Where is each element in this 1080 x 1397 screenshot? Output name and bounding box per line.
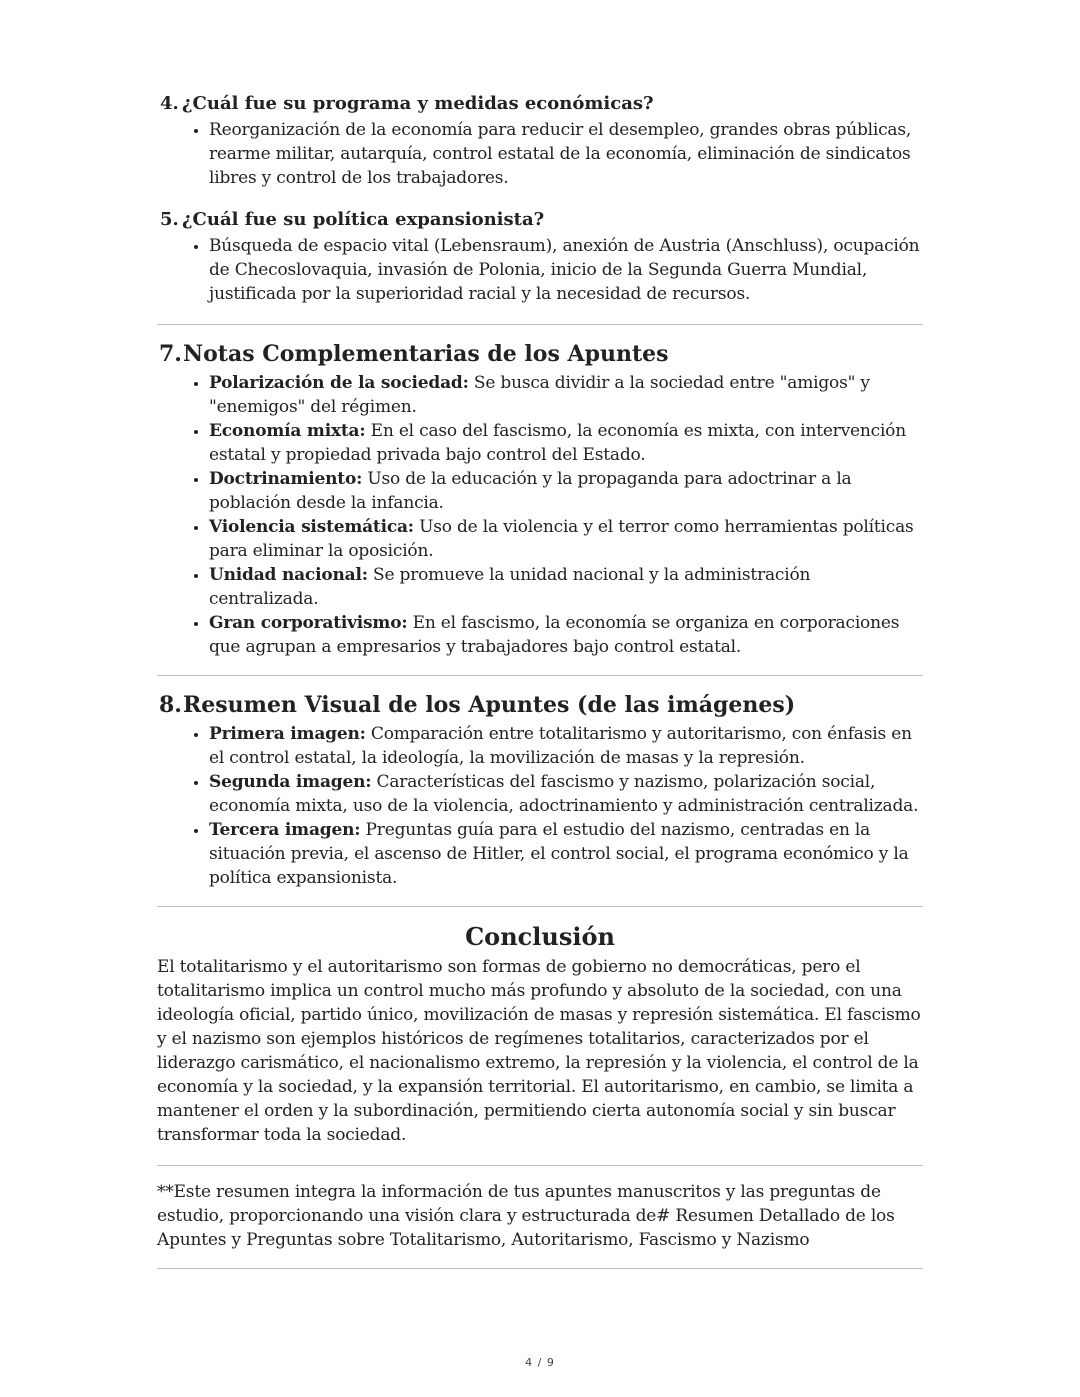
item-term: Violencia sistemática:	[209, 517, 414, 537]
list-item	[209, 563, 923, 611]
section-number: 7.	[159, 341, 182, 367]
item-term: Primera imagen:	[209, 724, 366, 744]
question-4	[157, 92, 923, 190]
divider	[157, 1165, 923, 1166]
question-4-title	[157, 92, 923, 116]
item-text: Se busca dividir a la sociedad entre "amigos" y "enemigos" del régimen.	[209, 373, 870, 417]
question-number: 4.	[160, 93, 179, 114]
list-item	[209, 722, 923, 770]
section-title-text: Notas Complementarias de los Apuntes	[183, 341, 669, 367]
item-text: Uso de la violencia y el terror como herramientas políticas para eliminar la oposición.	[209, 517, 914, 561]
question-number: 5.	[160, 209, 179, 230]
divider	[157, 906, 923, 907]
list-item: • Reorganización de la economía para reducir el desempleo, grandes obras públicas, rearme militar, autarquía, control estatal de la economía, eliminación de sindicatos libres y control de los trabajadores.	[209, 118, 923, 190]
section-number: 8.	[159, 692, 182, 718]
item-term: Economía mixta:	[209, 421, 366, 441]
item-term: Gran corporativismo:	[209, 613, 408, 633]
section-8-heading	[157, 690, 923, 720]
item-text: En el fascismo, la economía se organiza en corporaciones que agrupan a empresarios y trabajadores bajo control estatal.	[209, 613, 900, 657]
item-text: Preguntas guía para el estudio del nazismo, centradas en la situación previa, el ascenso de Hitler, el control social, el programa económico y la política expansionista.	[209, 820, 909, 888]
page-number: 4 / 9	[525, 1356, 555, 1369]
section-7	[157, 339, 923, 659]
item-text: Uso de la educación y la propaganda para adoctrinar a la población desde la infancia.	[209, 469, 852, 513]
question-title-text: ¿Cuál fue su política expansionista?	[182, 209, 545, 230]
question-4-list	[157, 118, 923, 190]
item-text: Comparación entre totalitarismo y autoritarismo, con énfasis en el control estatal, la ideología, la movilización de masas y la represión.	[209, 724, 912, 768]
item-term: Doctrinamiento:	[209, 469, 363, 489]
divider	[157, 324, 923, 325]
conclusion-heading: Conclusión	[465, 922, 615, 951]
list-item	[209, 419, 923, 467]
item-term: Unidad nacional:	[209, 565, 368, 585]
conclusion-section	[157, 921, 923, 1147]
list-item	[209, 371, 923, 419]
conclusion-paragraph: El totalitarismo y el autoritarismo son formas de gobierno no democráticas, pero el totalitarismo implica un control mucho más profundo y absoluto de la sociedad, con una ideología oficial, partido único, movilización de masas y represión sistemática. El fascismo y el nazismo son ejemplos históricos de regímenes totalitarios, caracterizados por el liderazgo carismático, el nacionalismo extremo, la represión y la violencia, el control de la economía y la sociedad, y la expansión territorial. El autoritarismo, en cambio, se limita a mantener el orden y la subordinación, permitiendo cierta autonomía social y sin buscar transformar toda la sociedad.	[157, 957, 921, 1145]
list-item	[209, 770, 923, 818]
item-term: Segunda imagen:	[209, 772, 372, 792]
closing-note: **Este resumen integra la información de tus apuntes manuscritos y las preguntas de estudio, proporcionando una visión clara y estructurada de# Resumen Detallado de los Apuntes y Preguntas sobre Totalitarismo, Autoritarismo, Fascismo y Nazismo	[157, 1182, 895, 1250]
section-7-heading	[157, 339, 923, 369]
section-title-text: Resumen Visual de los Apuntes (de las imágenes)	[183, 692, 796, 718]
section-8	[157, 690, 923, 890]
question-5	[157, 208, 923, 306]
item-text: Se promueve la unidad nacional y la administración centralizada.	[209, 565, 811, 609]
list-item	[209, 818, 923, 890]
list-item	[209, 467, 923, 515]
question-5-list	[157, 234, 923, 306]
list-item: • Búsqueda de espacio vital (Lebensraum), anexión de Austria (Anschluss), ocupación de Checoslovaquia, invasión de Polonia, inicio de la Segunda Guerra Mundial, justificada por la superioridad racial y la necesidad de recursos.	[209, 234, 923, 306]
question-title-text: ¿Cuál fue su programa y medidas económicas?	[182, 93, 654, 114]
item-term: Tercera imagen:	[209, 820, 361, 840]
section-7-list	[157, 371, 923, 659]
item-term: Polarización de la sociedad:	[209, 373, 469, 393]
divider	[157, 675, 923, 676]
question-5-title	[157, 208, 923, 232]
item-text: En el caso del fascismo, la economía es mixta, con intervención estatal y propiedad privada bajo control del Estado.	[209, 421, 906, 465]
item-text: Características del fascismo y nazismo, polarización social, economía mixta, uso de la violencia, adoctrinamiento y administración centralizada.	[209, 772, 919, 816]
list-item	[209, 515, 923, 563]
page-content	[157, 92, 923, 1283]
section-8-list	[157, 722, 923, 890]
list-item	[209, 611, 923, 659]
divider	[157, 1268, 923, 1269]
